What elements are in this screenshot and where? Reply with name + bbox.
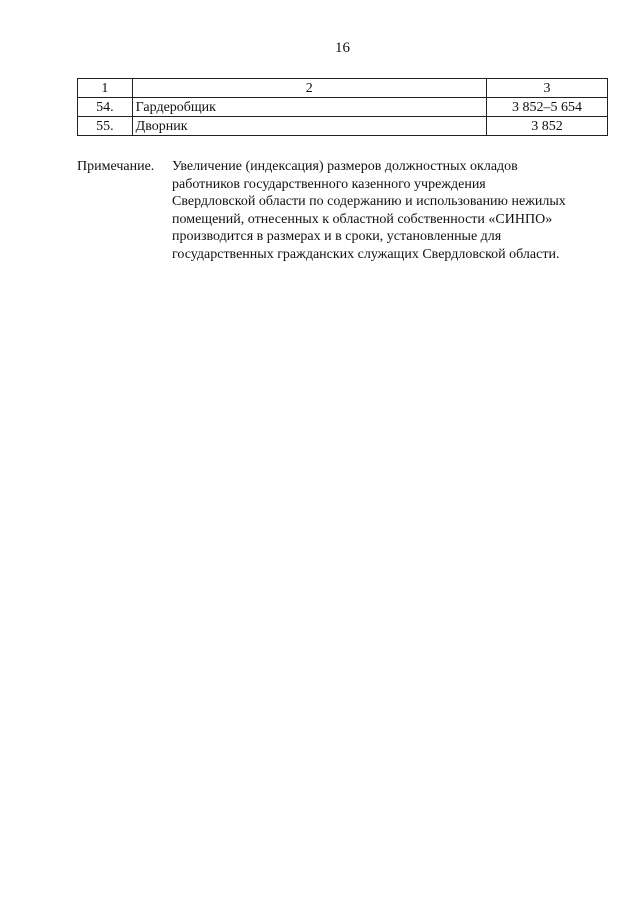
row-number: 54. [78,98,133,117]
note-text [172,158,612,263]
note-label: Примечание. [77,159,155,174]
table-row [78,117,608,136]
position-name: Дворник [132,117,486,136]
note-line: Свердловской области по содержанию и использованию нежилых [172,194,566,209]
row-number: 55. [78,117,133,136]
table-header-row [78,79,608,98]
note-line: государственных гражданских служащих Свердловской области. [172,246,560,262]
page-number: 16 [335,40,350,56]
salary-range: 3 852 [486,117,607,136]
salary-table [77,78,608,136]
note-line: производится в размерах и в сроки, установленные для [172,229,502,244]
header-cell-1: 1 [78,79,133,98]
header-cell-2: 2 [132,79,486,98]
note-line: работников государственного казенного учреждения [172,176,486,192]
table-row [78,98,608,117]
note-line: Увеличение (индексация) размеров должностных окладов [172,159,518,174]
salary-range: 3 852–5 654 [486,98,607,117]
header-cell-3: 3 [486,79,607,98]
note-line: помещений, отнесенных к областной собственности «СИНПО» [172,211,553,227]
position-name: Гардеробщик [132,98,486,117]
